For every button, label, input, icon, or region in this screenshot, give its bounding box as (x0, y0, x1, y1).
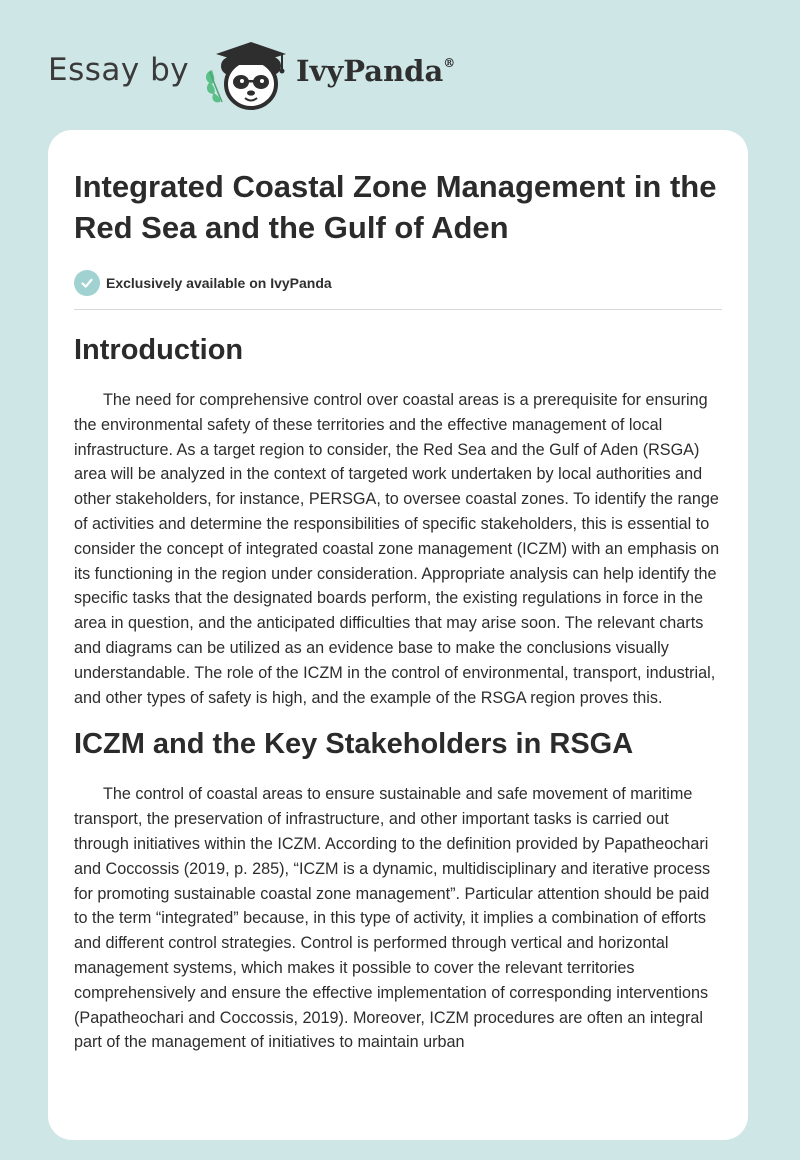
panda-logo-icon[interactable] (202, 38, 290, 112)
essay-card (48, 130, 748, 1140)
brand-text: IvyPanda (296, 54, 444, 88)
site-header (48, 34, 548, 114)
badge-label: Exclusively available on IvyPanda (106, 275, 332, 291)
brand-name[interactable] (296, 54, 455, 88)
checkmark-icon (74, 270, 100, 296)
essay-title: Integrated Coastal Zone Management in the Red Sea and the Gulf of Aden (74, 169, 717, 245)
section-paragraph-introduction: The need for comprehensive control over coastal areas is a prerequisite for ensuring the environmental safety of these territories and the effective management of local infrastructure. As a target region to consider, the Red Sea and the Gulf of Aden (RSGA) area will be analyzed in the context of targeted work undertaken by local authorities and other stakeholders, for instance, PERSGA, to oversee coastal zones. To identify the range of activities and determine the responsibilities of specific stakeholders, this is essential to consider the concept of integrated coastal zone management (ICZM) with an emphasis on its functioning in the region under consideration. Appropriate analysis can help identify the specific tasks that the designated boards perform, the existing regulations in force in the area in question, and the anticipated difficulties that may arise soon. The relevant charts and diagrams can be utilized as an evidence base to make the conclusions visually understandable. The role of the ICZM in the control of environmental, transport, industrial, and other types of safety is high, and the example of the RSGA region proves this. (74, 391, 720, 707)
registered-mark: ® (443, 56, 456, 70)
exclusive-badge (74, 269, 722, 310)
section-heading-introduction: Introduction (74, 334, 244, 366)
essay-by-label: Essay by (48, 52, 190, 88)
section-heading-stakeholders: ICZM and the Key Stakeholders in RSGA (74, 728, 634, 761)
section-paragraph-stakeholders: The control of coastal areas to ensure sustainable and safe movement of maritime transport, the preservation of infrastructure, and other important tasks is carried out through initiatives within the ICZM. According to the definition provided by Papatheochari and Coccossis (2019, p. 285), “ICZM is a dynamic, multidisciplinary and iterative process for promoting sustainable coastal zone management”. Particular attention should be paid to the term “integrated” because, in this type of activity, it implies a combination of efforts and different control strategies. Control is performed through vertical and horizontal management systems, which makes it possible to cover the relevant territories comprehensively and ensure the effective implementation of corresponding interventions (Papatheochari and Coccossis, 2019). Moreover, ICZM procedures are often an integral part of the management of initiatives to maintain urban (74, 785, 711, 1052)
